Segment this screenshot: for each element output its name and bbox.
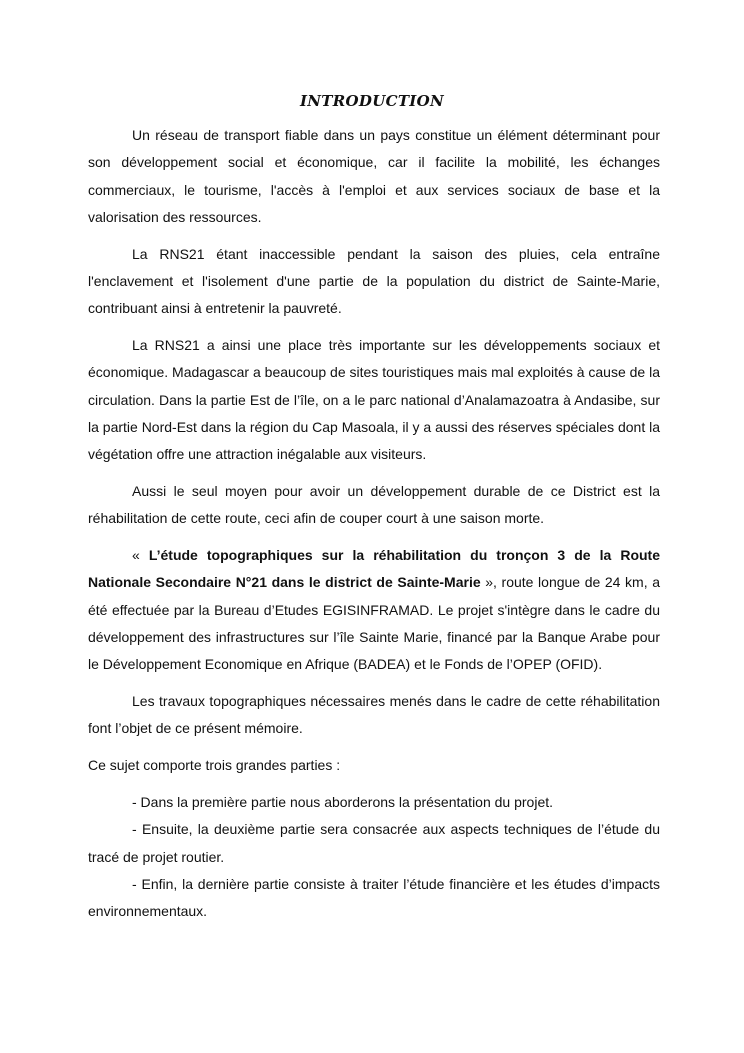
paragraph-4: Aussi le seul moyen pour avoir un développement durable de ce District est la réhabilitation de cette route, ceci afin de couper court à une saison morte. [88, 483, 660, 527]
paragraph-1: Un réseau de transport fiable dans un pays constitue un élément déterminant pour son développement social et économique, car il facilite la mobilité, les échanges commerciaux, le tourisme, l'accès à l'emploi et aux services sociaux de base et la valorisation des ressources. [88, 127, 660, 225]
paragraph-2: La RNS21 étant inaccessible pendant la saison des pluies, cela entraîne l'enclavement et l'isolement d'une partie de la population du district de Sainte-Marie, contribuant ainsi à entretenir la pauvreté. [88, 245, 660, 317]
page-title: INTRODUCTION [299, 92, 444, 110]
paragraph-7: Ce sujet comporte trois grandes parties : [88, 757, 341, 774]
list-item-2: - Ensuite, la deuxième partie sera consacrée aux aspects techniques de l’étude du tracé de projet routier. [88, 821, 660, 865]
list-item-1: - Dans la première partie nous aborderons la présentation du projet. [132, 794, 554, 811]
paragraph-5-rest: », route longue de 24 km, a été effectuée par la Bureau d’Etudes EGISINFRAMAD. Le projet s'intègre dans le cadre du développement des infrastructures sur l’île Sainte Marie, financé par la Banque Arabe pour le Développement Economique en Afrique (BADEA) et le Fonds de l’OPEP (OFID). [88, 574, 660, 673]
paragraph-3: La RNS21 a ainsi une place très importante sur les développements sociaux et économique. Madagascar a beaucoup de sites touristiques mais mal exploités à cause de la circulation. Dans la partie Est de l’île, on a le parc national d’Analamazoatra à Andasibe, sur la partie Nord-Est dans la région du Cap Masoala, il y a aussi des réserves spéciales dont la végétation offre une attraction inégalable aux visiteurs. [88, 337, 660, 463]
paragraph-5-open-quote: « [132, 547, 149, 564]
document-body [88, 122, 660, 926]
paragraph-5 [88, 542, 660, 678]
parts-list [88, 789, 660, 925]
paragraph-5-bold-title: L’étude topographiques sur la réhabilitation du tronçon 3 de la Route Nationale Secondaire N°21 dans le district de Sainte-Marie [88, 547, 660, 591]
list-item-3: - Enfin, la dernière partie consiste à traiter l’étude financière et les études d’impacts environnementaux. [88, 875, 660, 920]
paragraph-6: Les travaux topographiques nécessaires menés dans le cadre de cette réhabilitation font l’objet de ce présent mémoire. [88, 693, 660, 737]
